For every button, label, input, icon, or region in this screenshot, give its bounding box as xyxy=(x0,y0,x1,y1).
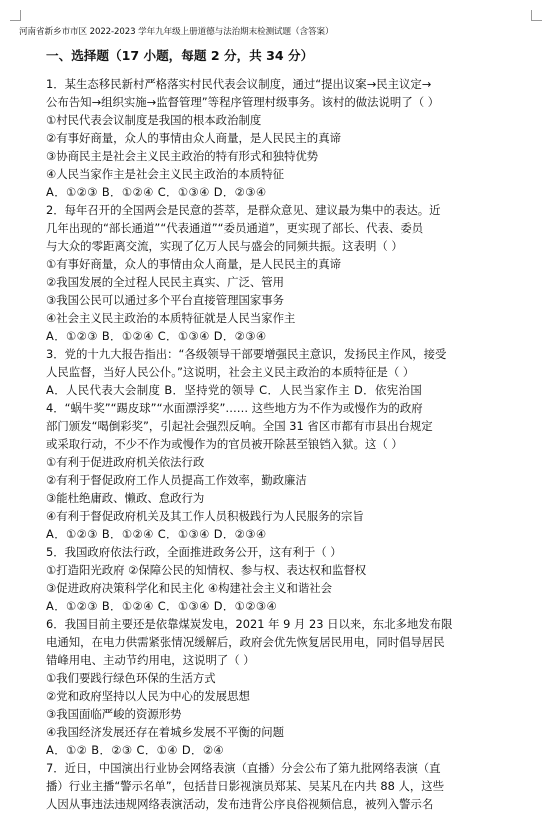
question-line: 错峰用电、主动节约用电，这说明了（ ） xyxy=(46,653,255,667)
question-line: ④社会主义民主政治的本质特征就是人民当家作主 xyxy=(46,311,296,325)
question-line: ②有利于督促政府工作人员提高工作效率，勤政廉洁 xyxy=(46,473,307,487)
question-line: 部门颁发“喝倒彩奖”，引起社会强烈反响。全国 31 省区市都有市县出台规定 xyxy=(46,419,433,433)
question-4 xyxy=(46,399,502,543)
question-1 xyxy=(46,75,502,201)
question-stem: 6．我国目前主要还是依靠煤炭发电，2021 年 9 月 23 日以来，东北多地发布限 xyxy=(46,617,453,631)
question-stem: 4．“蜗牛奖”“踢皮球”“水面漂浮奖”…… 这些地方为不作为或慢作为的政府 xyxy=(46,401,423,415)
question-5 xyxy=(46,543,502,615)
question-line: ④人民当家作主是社会主义民主政治的本质特征 xyxy=(46,167,285,181)
answer-options: A．①②③ B．①②④ C．①③④ D．②③④ xyxy=(46,527,267,541)
question-line: ④有利于督促政府机关及其工作人员积极践行为人民服务的宗旨 xyxy=(46,509,364,523)
document-page xyxy=(19,26,502,813)
answer-options: A．人民代表大会制度 B．坚持党的领导 C．人民当家作主 D．依宪治国 xyxy=(46,383,423,397)
question-6 xyxy=(46,615,502,759)
question-line: 人民监督，当好人民公仆。”这说明，社会主义民主政治的本质特征是（ ） xyxy=(46,365,415,379)
question-line: ③我国公民可以通过多个平台直接管理国家事务 xyxy=(46,293,285,307)
question-7 xyxy=(46,759,502,813)
question-line: ①有事好商量，众人的事情由众人商量，是人民民主的真谛 xyxy=(46,257,341,271)
question-line: 人因从事违法违规网络表演活动，发布违背公序良俗视频信息，被列入警示名 xyxy=(46,797,434,811)
document-title: 河南省新乡市市区 2022-2023 学年九年级上册道德与法治期末检测试题（含答案） xyxy=(19,27,334,37)
question-line: ②有事好商量，众人的事情由众人商量，是人民民主的真谛 xyxy=(46,131,341,145)
question-stem: 7．近日，中国演出行业协会网络表演（直播）分会公布了第九批网络表演（直 xyxy=(46,761,441,775)
question-line: ①我们要践行绿色环保的生活方式 xyxy=(46,671,216,685)
question-line: ④我国经济发展还存在着城乡发展不平衡的问题 xyxy=(46,725,285,739)
question-line: ②我国发展的全过程人民民主真实、广泛、管用 xyxy=(46,275,285,289)
section-heading: 一、选择题（17 小题，每题 2 分，共 34 分） xyxy=(46,48,314,63)
question-stem: 1．某生态移民新村严格落实村民代表会议制度，通过“提出议案→民主议定→ xyxy=(46,77,432,91)
question-stem: 2．每年召开的全国两会是民意的荟萃，是群众意见、建议最为集中的表达。近 xyxy=(46,203,441,217)
question-line: 与大众的零距离交流，实现了亿万人民与盛会的同频共振。这表明（ ） xyxy=(46,239,403,253)
page-corner-mark-left xyxy=(10,10,21,21)
question-line: 公布告知→组织实施→监督管理”等程序管理村级事务。该村的做法说明了（ ） xyxy=(46,95,440,109)
question-stem: 3．党的十九大报告指出：“各级领导干部要增强民主意识，发扬民主作风，接受 xyxy=(46,347,447,361)
question-line: ①村民代表会议制度是我国的根本政治制度 xyxy=(46,113,262,127)
question-line: ③促进政府决策科学化和民主化 ④构建社会主义和谐社会 xyxy=(46,581,333,595)
question-line: 或采取行动，不少不作为或慢作为的官员被开除甚至锒铛入狱。这（ ） xyxy=(46,437,403,451)
answer-options: A．①② B．②③ C．①④ D．②④ xyxy=(46,743,225,757)
page-corner-mark-right xyxy=(531,10,542,21)
question-line: ③协商民主是社会主义民主政治的特有形式和独特优势 xyxy=(46,149,319,163)
question-line: ②党和政府坚持以人民为中心的发展思想 xyxy=(46,689,250,703)
question-3 xyxy=(46,345,502,399)
question-line: 几年出现的“部长通道”“代表通道”“委员通道”，更实现了部长、代表、委员 xyxy=(46,221,424,235)
question-line: 电通知，在电力供需紧张情况缓解后，政府会优先恢复居民用电，同时倡导居民 xyxy=(46,635,445,649)
question-line: ①打造阳光政府 ②保障公民的知情权、参与权、表达权和监督权 xyxy=(46,563,367,577)
answer-options: A．①②③ B．①②④ C．①③④ D．①②③④ xyxy=(46,599,278,613)
question-line: ③我国面临严峻的资源形势 xyxy=(46,707,182,721)
question-2 xyxy=(46,201,502,345)
answer-options: A．①②③ B．①②④ C．①③④ D．②③④ xyxy=(46,329,267,343)
question-line: 播）行业主播“警示名单”，包括昔日影视演员郑某、吴某凡在内共 88 人，这些 xyxy=(46,779,445,793)
question-line: ①有利于促进政府机关依法行政 xyxy=(46,455,205,469)
question-stem: 5．我国政府依法行政，全面推进政务公开，这有利于（ ） xyxy=(46,545,342,559)
question-list xyxy=(46,75,502,813)
answer-options: A．①②③ B．①②④ C．①③④ D．②③④ xyxy=(46,185,267,199)
question-line: ③能杜绝庸政、懒政、怠政行为 xyxy=(46,491,205,505)
